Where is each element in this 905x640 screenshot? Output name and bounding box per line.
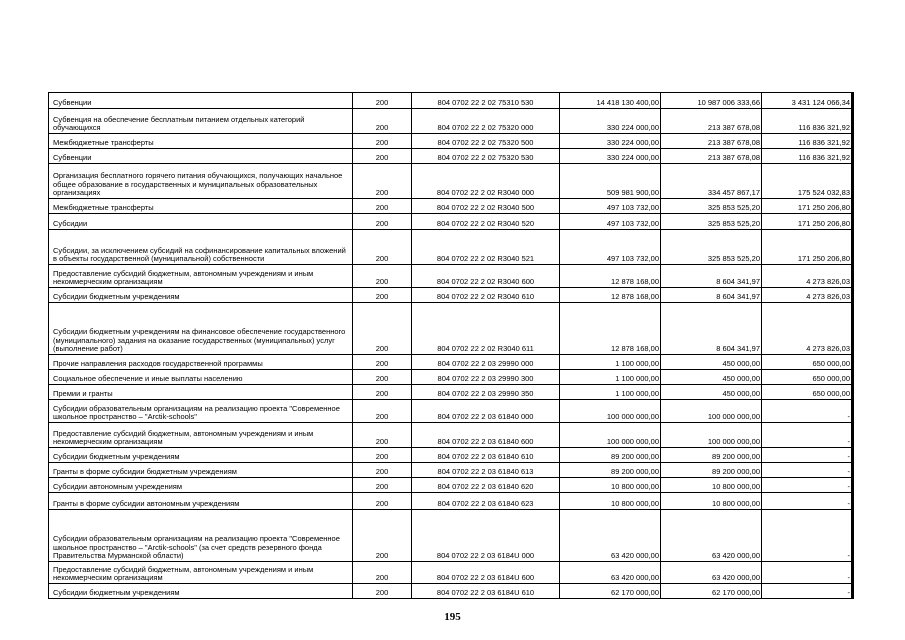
cell-v3: 116 836 321,92: [762, 109, 853, 134]
table-row: [49, 478, 853, 493]
cell-code: 200: [353, 230, 412, 265]
cell-v2: 450 000,00: [661, 385, 762, 400]
cell-v2: 213 387 678,08: [661, 109, 762, 134]
cell-code: 200: [353, 385, 412, 400]
cell-code: 200: [353, 149, 412, 164]
cell-code: 200: [353, 134, 412, 149]
cell-v2: 450 000,00: [661, 370, 762, 385]
cell-name: Субсидии бюджетным учреждениям: [49, 448, 353, 463]
cell-code: 200: [353, 164, 412, 199]
cell-v3: 171 250 206,80: [762, 199, 853, 214]
cell-kbk: 804 0702 22 2 02 R3040 610: [412, 288, 560, 303]
cell-code: 200: [353, 199, 412, 214]
cell-v3: -: [762, 448, 853, 463]
table-row: [49, 385, 853, 400]
cell-code: 200: [353, 288, 412, 303]
budget-table-body: [49, 93, 853, 599]
table-row: [49, 584, 853, 599]
cell-code: 200: [353, 448, 412, 463]
cell-kbk: 804 0702 22 2 03 61840 620: [412, 478, 560, 493]
cell-name: Субсидии образовательным организациям на реализацию проекта "Современное школьное пространство – "Arctik-schools": [49, 400, 353, 423]
cell-v3: 116 836 321,92: [762, 149, 853, 164]
table-row: [49, 562, 853, 584]
cell-kbk: 804 0702 22 2 03 61840 000: [412, 400, 560, 423]
cell-name: Гранты в форме субсидии бюджетным учреждениям: [49, 463, 353, 478]
cell-v1: 12 878 168,00: [560, 265, 661, 288]
cell-v2: 89 200 000,00: [661, 463, 762, 478]
cell-v3: -: [762, 493, 853, 510]
cell-kbk: 804 0702 22 2 03 61840 610: [412, 448, 560, 463]
cell-v3: -: [762, 510, 853, 562]
cell-v3: 175 524 032,83: [762, 164, 853, 199]
table-row: [49, 423, 853, 448]
cell-v3: 650 000,00: [762, 370, 853, 385]
table-row: [49, 448, 853, 463]
table-row: [49, 265, 853, 288]
table-row: [49, 134, 853, 149]
cell-v1: 12 878 168,00: [560, 303, 661, 355]
cell-kbk: 804 0702 22 2 03 61840 600: [412, 423, 560, 448]
cell-code: 200: [353, 562, 412, 584]
table-row: [49, 288, 853, 303]
cell-v2: 334 457 867,17: [661, 164, 762, 199]
cell-v2: 325 853 525,20: [661, 230, 762, 265]
cell-name: Субсидии бюджетным учреждениям: [49, 288, 353, 303]
cell-v3: -: [762, 400, 853, 423]
cell-v3: -: [762, 562, 853, 584]
page-number: 195: [444, 611, 461, 623]
cell-name: Субсидии автономным учреждениям: [49, 478, 353, 493]
table-row: [49, 463, 853, 478]
cell-name: Премии и гранты: [49, 385, 353, 400]
cell-v2: 213 387 678,08: [661, 149, 762, 164]
table-row: [49, 109, 853, 134]
cell-v1: 89 200 000,00: [560, 448, 661, 463]
cell-name: Субвенции: [49, 149, 353, 164]
cell-code: 200: [353, 214, 412, 230]
table-row: [49, 93, 853, 109]
cell-v1: 12 878 168,00: [560, 288, 661, 303]
cell-v1: 497 103 732,00: [560, 199, 661, 214]
cell-v3: 4 273 826,03: [762, 288, 853, 303]
cell-kbk: 804 0702 22 2 02 R3040 521: [412, 230, 560, 265]
cell-kbk: 804 0702 22 2 02 75320 000: [412, 109, 560, 134]
cell-v2: 10 987 006 333,66: [661, 93, 762, 109]
table-row: [49, 355, 853, 370]
cell-kbk: 804 0702 22 2 03 6184U 600: [412, 562, 560, 584]
cell-code: 200: [353, 265, 412, 288]
cell-v2: 8 604 341,97: [661, 265, 762, 288]
cell-v2: 62 170 000,00: [661, 584, 762, 599]
cell-v2: 450 000,00: [661, 355, 762, 370]
cell-code: 200: [353, 400, 412, 423]
cell-name: Субвенции: [49, 93, 353, 109]
cell-v3: 171 250 206,80: [762, 214, 853, 230]
cell-v3: -: [762, 478, 853, 493]
cell-name: Субвенция на обеспечение бесплатным питанием отдельных категорий обучающихся: [49, 109, 353, 134]
cell-v1: 509 981 900,00: [560, 164, 661, 199]
cell-v2: 8 604 341,97: [661, 303, 762, 355]
cell-name: Субсидии бюджетным учреждениям: [49, 584, 353, 599]
cell-name: Субсидии бюджетным учреждениям на финансовое обеспечение государственного (муниципального) задания на оказание государственных (муниципальных) услуг (выполнение работ): [49, 303, 353, 355]
cell-v1: 14 418 130 400,00: [560, 93, 661, 109]
cell-kbk: 804 0702 22 2 02 75320 530: [412, 149, 560, 164]
cell-v1: 10 800 000,00: [560, 493, 661, 510]
cell-code: 200: [353, 93, 412, 109]
table-row: [49, 510, 853, 562]
cell-kbk: 804 0702 22 2 02 75320 500: [412, 134, 560, 149]
cell-kbk: 804 0702 22 2 02 75310 530: [412, 93, 560, 109]
cell-v1: 1 100 000,00: [560, 385, 661, 400]
cell-name: Гранты в форме субсидии автономным учреждениям: [49, 493, 353, 510]
cell-name: Межбюджетные трансферты: [49, 199, 353, 214]
cell-name: Предоставление субсидий бюджетным, автономным учреждениям и иным некоммерческим организациям: [49, 423, 353, 448]
cell-code: 200: [353, 423, 412, 448]
cell-v1: 330 224 000,00: [560, 134, 661, 149]
cell-v3: -: [762, 423, 853, 448]
cell-code: 200: [353, 355, 412, 370]
cell-code: 200: [353, 510, 412, 562]
cell-code: 200: [353, 109, 412, 134]
cell-v2: 8 604 341,97: [661, 288, 762, 303]
cell-kbk: 804 0702 22 2 02 R3040 611: [412, 303, 560, 355]
cell-code: 200: [353, 478, 412, 493]
budget-table: [48, 92, 854, 599]
cell-code: 200: [353, 370, 412, 385]
cell-v1: 100 000 000,00: [560, 400, 661, 423]
table-row: [49, 149, 853, 164]
cell-name: Прочие направления расходов государственной программы: [49, 355, 353, 370]
cell-kbk: 804 0702 22 2 03 6184U 000: [412, 510, 560, 562]
cell-kbk: 804 0702 22 2 02 R3040 500: [412, 199, 560, 214]
cell-v1: 497 103 732,00: [560, 214, 661, 230]
cell-v3: 171 250 206,80: [762, 230, 853, 265]
cell-code: 200: [353, 463, 412, 478]
table-row: [49, 493, 853, 510]
cell-name: Социальное обеспечение и иные выплаты населению: [49, 370, 353, 385]
cell-v3: 650 000,00: [762, 355, 853, 370]
cell-kbk: 804 0702 22 2 03 61840 623: [412, 493, 560, 510]
cell-v2: 63 420 000,00: [661, 562, 762, 584]
cell-v3: 4 273 826,03: [762, 303, 853, 355]
cell-v1: 1 100 000,00: [560, 370, 661, 385]
cell-v2: 100 000 000,00: [661, 400, 762, 423]
cell-v1: 1 100 000,00: [560, 355, 661, 370]
cell-name: Предоставление субсидий бюджетным, автономным учреждениям и иным некоммерческим организациям: [49, 562, 353, 584]
table-row: [49, 370, 853, 385]
cell-v1: 330 224 000,00: [560, 149, 661, 164]
cell-v3: -: [762, 584, 853, 599]
cell-kbk: 804 0702 22 2 02 R3040 600: [412, 265, 560, 288]
cell-v3: 4 273 826,03: [762, 265, 853, 288]
cell-name: Субсидии, за исключением субсидий на софинансирование капитальных вложений в объекты государственной (муниципальной) собственности: [49, 230, 353, 265]
cell-v1: 63 420 000,00: [560, 510, 661, 562]
cell-kbk: 804 0702 22 2 03 6184U 610: [412, 584, 560, 599]
cell-v1: 89 200 000,00: [560, 463, 661, 478]
cell-kbk: 804 0702 22 2 03 29990 000: [412, 355, 560, 370]
cell-v1: 10 800 000,00: [560, 478, 661, 493]
cell-v3: 116 836 321,92: [762, 134, 853, 149]
cell-code: 200: [353, 303, 412, 355]
cell-v2: 10 800 000,00: [661, 493, 762, 510]
cell-code: 200: [353, 584, 412, 599]
cell-code: 200: [353, 493, 412, 510]
cell-v3: 3 431 124 066,34: [762, 93, 853, 109]
cell-name: Предоставление субсидий бюджетным, автономным учреждениям и иным некоммерческим организациям: [49, 265, 353, 288]
cell-v1: 63 420 000,00: [560, 562, 661, 584]
table-row: [49, 199, 853, 214]
cell-v1: 100 000 000,00: [560, 423, 661, 448]
cell-name: Субсидии: [49, 214, 353, 230]
cell-kbk: 804 0702 22 2 03 29990 300: [412, 370, 560, 385]
table-row: [49, 400, 853, 423]
cell-v2: 63 420 000,00: [661, 510, 762, 562]
cell-v1: 62 170 000,00: [560, 584, 661, 599]
table-row: [49, 164, 853, 199]
cell-kbk: 804 0702 22 2 03 29990 350: [412, 385, 560, 400]
cell-v2: 10 800 000,00: [661, 478, 762, 493]
cell-name: Межбюджетные трансферты: [49, 134, 353, 149]
cell-v3: 650 000,00: [762, 385, 853, 400]
table-row: [49, 230, 853, 265]
cell-v3: -: [762, 463, 853, 478]
cell-v2: 213 387 678,08: [661, 134, 762, 149]
cell-v2: 325 853 525,20: [661, 214, 762, 230]
cell-v2: 325 853 525,20: [661, 199, 762, 214]
cell-v2: 89 200 000,00: [661, 448, 762, 463]
cell-name: Субсидии образовательным организациям на реализацию проекта "Современное школьное пространство – "Arctik-schools" (за счет средств резервного фонда Правительства Мурманской области): [49, 510, 353, 562]
cell-v2: 100 000 000,00: [661, 423, 762, 448]
cell-kbk: 804 0702 22 2 03 61840 613: [412, 463, 560, 478]
cell-kbk: 804 0702 22 2 02 R3040 520: [412, 214, 560, 230]
table-row: [49, 303, 853, 355]
cell-name: Организация бесплатного горячего питания обучающихся, получающих начальное общее образование в государственных и муниципальных образовательных организациях: [49, 164, 353, 199]
cell-v1: 330 224 000,00: [560, 109, 661, 134]
table-row: [49, 214, 853, 230]
cell-kbk: 804 0702 22 2 02 R3040 000: [412, 164, 560, 199]
cell-v1: 497 103 732,00: [560, 230, 661, 265]
